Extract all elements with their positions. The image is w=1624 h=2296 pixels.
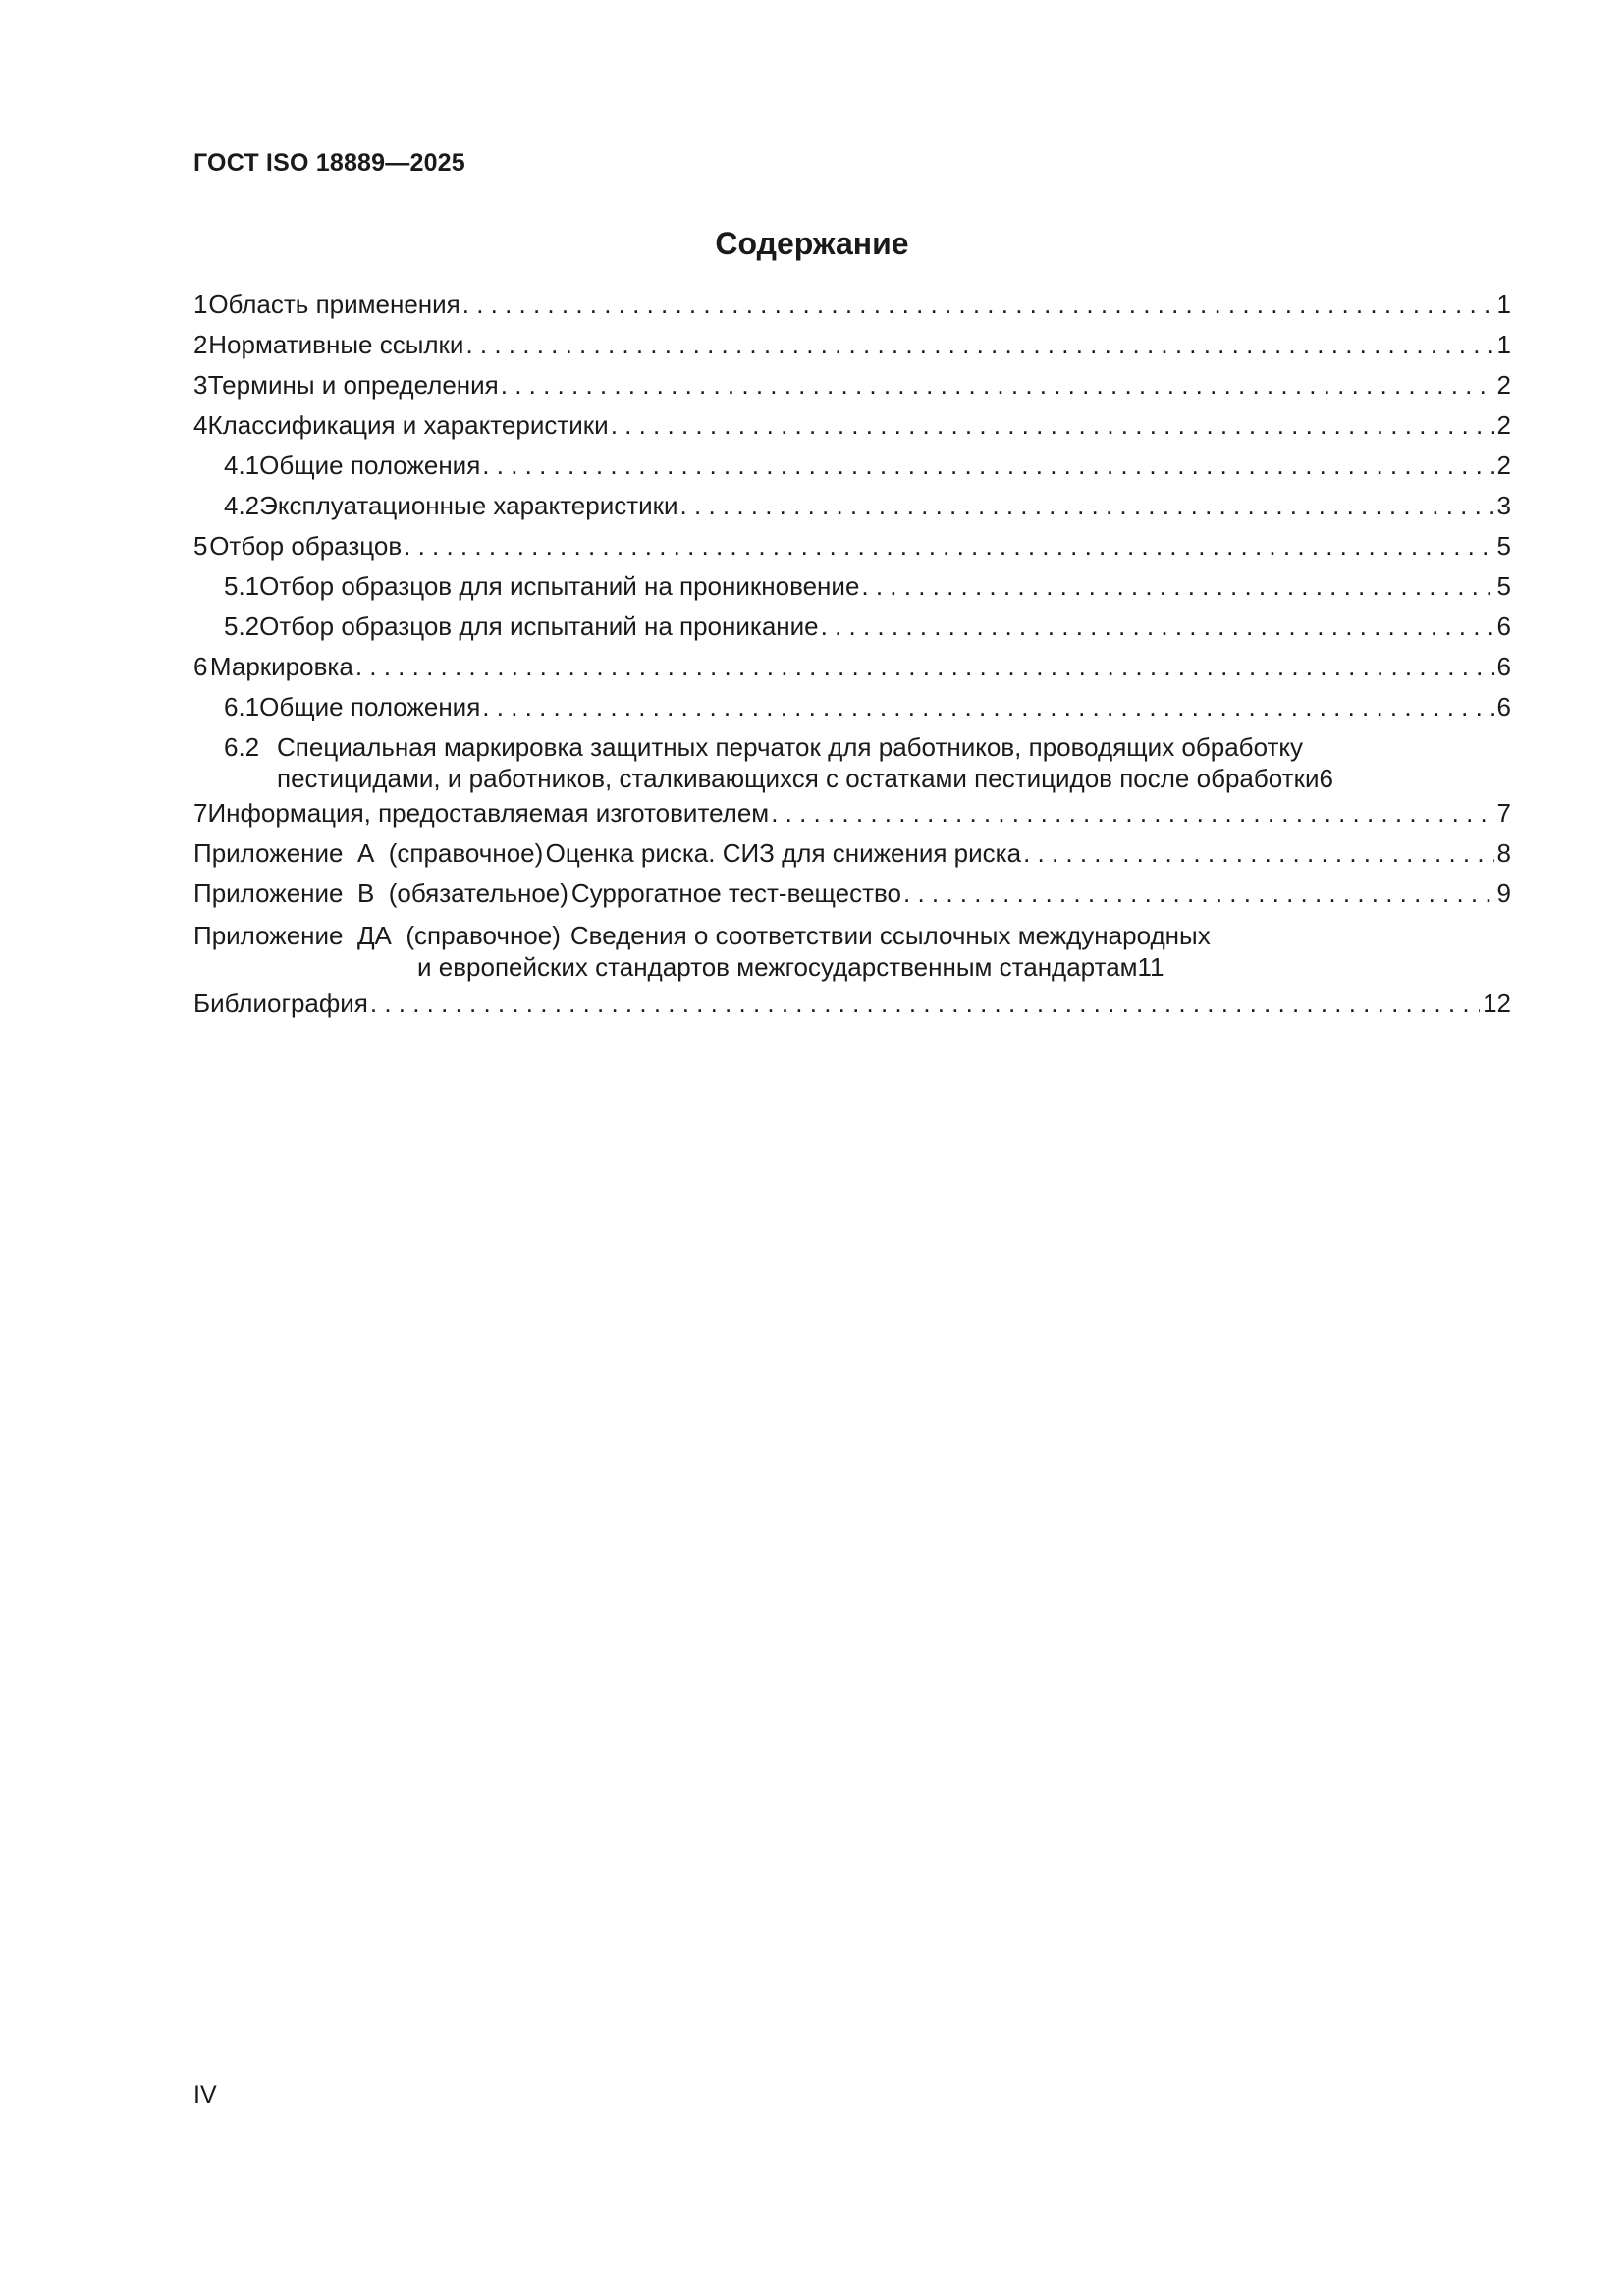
toc-entry-label: Информация, предоставляемая изготовителем <box>207 798 770 828</box>
toc-entry-label: Общие положения <box>259 692 481 721</box>
toc-entry-page: 9 <box>1496 879 1511 908</box>
toc-entry-label-line2: пестицидами, и работников, сталкивающихся с остатками пестицидов после обработки <box>277 764 1320 793</box>
dot-leader <box>680 486 1494 526</box>
toc-entry-page: 1 <box>1496 290 1511 319</box>
toc-entry-label: Отбор образцов <box>209 531 403 561</box>
dot-leader <box>821 607 1494 647</box>
toc-entry-page: 2 <box>1496 451 1511 480</box>
toc-entry-5-2[interactable] <box>193 607 1511 647</box>
toc-entry-label-line2: и европейских стандартов межгосударственным стандартам <box>417 952 1138 982</box>
toc-entry-6-2[interactable] <box>193 727 1511 799</box>
dot-leader <box>482 446 1493 486</box>
toc-entry-label: Термины и определения <box>207 370 499 400</box>
toc-entry-page: 2 <box>1496 370 1511 400</box>
dot-leader <box>903 874 1494 914</box>
dot-leader <box>501 365 1494 405</box>
toc-entry-page: 6 <box>1496 692 1511 721</box>
toc-entry-label: Суррогатное тест-вещество <box>570 879 902 908</box>
toc-entry-number: 7 <box>193 798 208 828</box>
dot-leader <box>465 325 1493 365</box>
toc-entry-number: 4 <box>193 410 208 440</box>
toc-entry-label: Нормативные ссылки <box>208 330 464 359</box>
toc-entry-label: Маркировка <box>209 652 353 681</box>
dot-leader <box>462 285 1494 325</box>
dot-leader <box>771 793 1493 833</box>
toc-entry-page: 8 <box>1496 838 1511 868</box>
toc-entry-label: Библиография <box>193 988 368 1018</box>
toc-entry-page: 7 <box>1496 798 1511 828</box>
annex-kind: Приложение В (обязательное) <box>193 879 568 908</box>
toc-entry-label: Оценка риска. СИЗ для снижения риска <box>545 838 1022 868</box>
toc-entry-number: 6 <box>193 652 208 681</box>
table-of-contents <box>193 285 1511 1024</box>
dot-leader <box>404 526 1493 566</box>
toc-entry-5-1[interactable] <box>193 566 1511 607</box>
annex-kind: Приложение ДА (справочное) <box>193 921 561 950</box>
toc-entry-6-1[interactable] <box>193 687 1511 727</box>
toc-entry-7[interactable] <box>193 793 1511 833</box>
toc-entry-annex-b[interactable] <box>193 874 1511 914</box>
toc-entry-annex-da[interactable] <box>193 914 1511 988</box>
toc-entry-5[interactable] <box>193 526 1511 566</box>
toc-entry-page: 6 <box>1319 764 1333 793</box>
toc-entry-number: 6.1 <box>224 692 260 721</box>
toc-entry-label: Область применения <box>208 290 460 319</box>
toc-entry-page: 2 <box>1496 410 1511 440</box>
toc-entry-2[interactable] <box>193 325 1511 365</box>
toc-entry-label: Отбор образцов для испытаний на проникновение <box>259 571 860 601</box>
page-number: IV <box>193 2081 217 2109</box>
toc-entry-number: 6.2 <box>224 732 260 762</box>
toc-entry-number: 2 <box>193 330 208 359</box>
dot-leader <box>1023 833 1493 874</box>
toc-entry-page: 3 <box>1496 491 1511 520</box>
toc-entry-number: 4.1 <box>224 451 260 480</box>
dot-leader <box>355 647 1494 687</box>
toc-entry-4-1[interactable] <box>193 446 1511 486</box>
annex-kind: Приложение А (справочное) <box>193 838 544 868</box>
toc-entry-number: 5 <box>193 531 208 561</box>
dot-leader <box>611 405 1494 446</box>
toc-title: Содержание <box>715 226 909 261</box>
toc-entry-number: 1 <box>193 290 208 319</box>
toc-entry-4-2[interactable] <box>193 486 1511 526</box>
toc-entry-page: 11 <box>1137 952 1164 982</box>
dot-leader <box>482 687 1493 727</box>
toc-entry-label: Эксплуатационные характеристики <box>259 491 678 520</box>
dot-leader <box>370 984 1480 1024</box>
toc-entry-page: 5 <box>1496 531 1511 561</box>
toc-entry-number: 5.2 <box>224 612 260 641</box>
toc-entry-number: 3 <box>193 370 208 400</box>
toc-entry-annex-a[interactable] <box>193 833 1511 874</box>
toc-entry-page: 6 <box>1496 612 1511 641</box>
toc-entry-4[interactable] <box>193 405 1511 446</box>
toc-entry-1[interactable] <box>193 285 1511 325</box>
toc-entry-label: Общие положения <box>259 451 481 480</box>
toc-entry-page: 5 <box>1496 571 1511 601</box>
toc-entry-label: Классификация и характеристики <box>207 410 609 440</box>
toc-entry-number: 4.2 <box>224 491 260 520</box>
standard-header: ГОСТ ISO 18889—2025 <box>193 149 465 177</box>
toc-entry-label-line1: Сведения о соответствии ссылочных международных <box>569 921 1211 950</box>
toc-entry-bibliography[interactable] <box>193 984 1511 1024</box>
toc-entry-3[interactable] <box>193 365 1511 405</box>
toc-entry-page: 6 <box>1496 652 1511 681</box>
toc-entry-page: 1 <box>1496 330 1511 359</box>
toc-entry-page: 12 <box>1483 988 1511 1018</box>
toc-entry-number: 5.1 <box>224 571 260 601</box>
toc-entry-6[interactable] <box>193 647 1511 687</box>
toc-entry-label: Отбор образцов для испытаний на проникание <box>259 612 819 641</box>
toc-entry-label-line1: Специальная маркировка защитных перчаток для работников, проводящих обработку <box>277 732 1304 762</box>
dot-leader <box>861 566 1493 607</box>
